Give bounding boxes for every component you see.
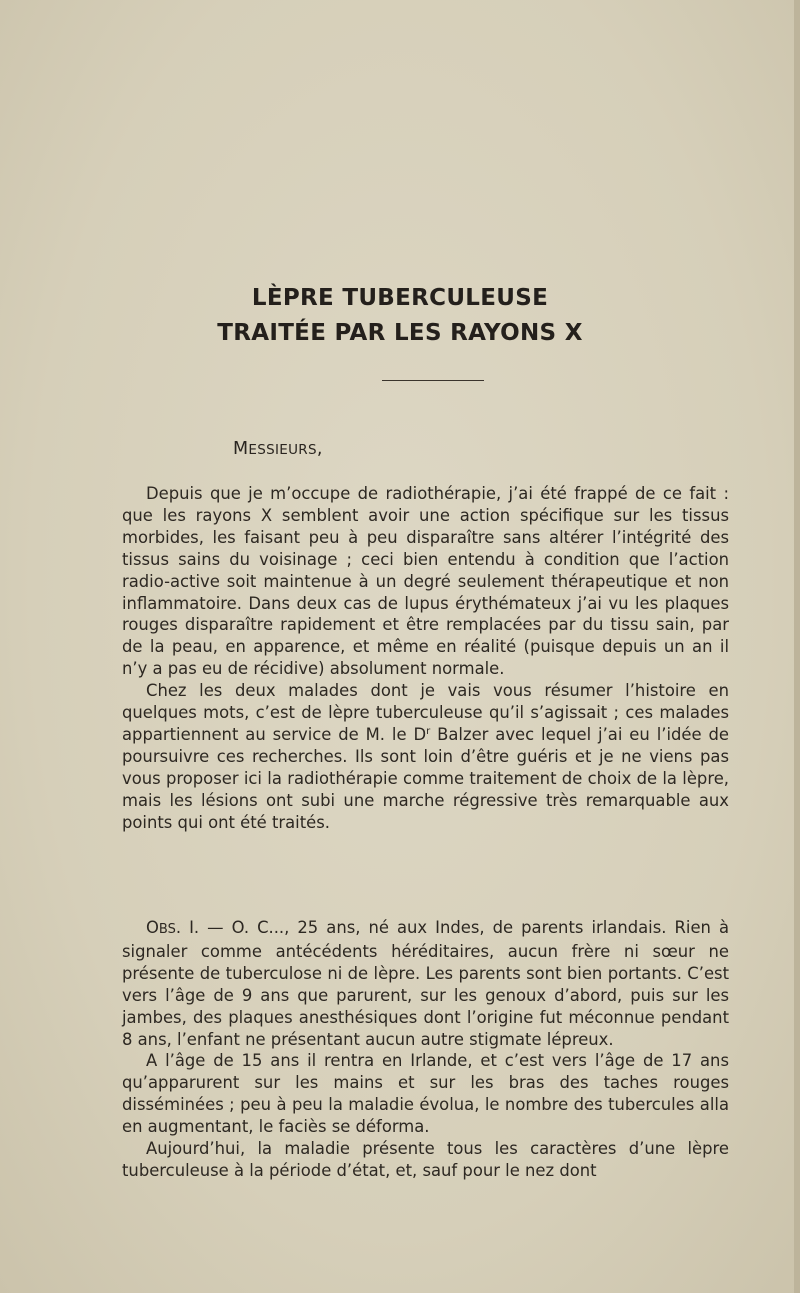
paragraph-2-before: Chez les deux malades dont je vais vous résumer l’histoire en quelques mots, c’est de lèpre tuberculeuse qu’il s’agissait ; ces malades appartiennent au service de M. le D [122, 681, 729, 744]
title-line-1: LÈPRE TUBERCULEUSE [251, 285, 549, 311]
observation-paragraph-1 [122, 917, 729, 1050]
salutation [233, 439, 323, 459]
observation-text [122, 917, 729, 1182]
paragraph-1: Depuis que je m’occupe de radiothérapie, j’ai été frappé de ce fait : que les rayons X semblent avoir une action spécifique sur les tissus morbides, les faisant peu à peu disparaître sans altérer l’intégrité des tissus sains du voisinage ; ceci bien entendu à condition que l’action radio-active soit maintenue à un degré seulement thérapeutique et non inflammatoire. Dans deux cas de lupus érythémateux j’ai vu les plaques rouges disparaître rapidement et être remplacées par du tissu sain, par de la peau, en apparence, et même en réalité (puisque depuis un an il n’y a pas eu de récidive) absolument normale. [122, 484, 729, 679]
observation-paragraph-1-text: O. C..., 25 ans, né aux Indes, de parents irlandais. Rien à signaler comme antécédents héréditaires, aucun frère ni sœur ne présente de tuberculose ni de lèpre. Les parents sont bien portants. C’est vers l’âge de 9 ans que parurent, sur les genoux d’abord, puis sur les jambes, des plaques anesthésiques dont l’origine fut méconnue pendant 8 ans, l’enfant ne présentant aucun autre stigmate lépreux. [122, 918, 729, 1049]
observation-label-num: . I. — [175, 918, 232, 937]
observation-label [146, 918, 232, 937]
observation-label-rest: BS [158, 922, 176, 937]
observation-paragraph-3: Aujourd’hui, la maladie présente tous les caractères d’une lèpre tuberculeuse à la période d’état, et, sauf pour le nez dont [122, 1139, 729, 1180]
salutation-punct: , [316, 439, 323, 459]
salutation-initial: M [233, 439, 249, 459]
observation-label-initial: O [146, 918, 159, 937]
paragraph-2-sup: r [426, 725, 431, 737]
title-divider [382, 380, 484, 381]
page-edge [794, 0, 800, 1293]
observation-paragraph-2: A l’âge de 15 ans il rentra en Irlande, et c’est vers l’âge de 17 ans qu’apparurent sur les mains et sur les bras des taches rouges disséminées ; peu à peu la maladie évolua, le nombre des tubercules alla en augmentant, le faciès se déforma. [122, 1051, 729, 1137]
paragraph-2-after: Balzer avec lequel j’ai eu l’idée de poursuivre ces recherches. Ils sont loin d’être guéris et je ne viens pas vous proposer ici la radiothérapie comme traitement de choix de la lèpre, mais les lésions ont subi une marche régressive très remarquable aux points qui ont été traités. [122, 724, 729, 832]
paragraph-2 [122, 680, 729, 833]
title-line-2: TRAITÉE PAR LES RAYONS X [217, 320, 583, 346]
intro-text [122, 483, 729, 834]
salutation-rest: ESSIEURS [248, 442, 317, 458]
